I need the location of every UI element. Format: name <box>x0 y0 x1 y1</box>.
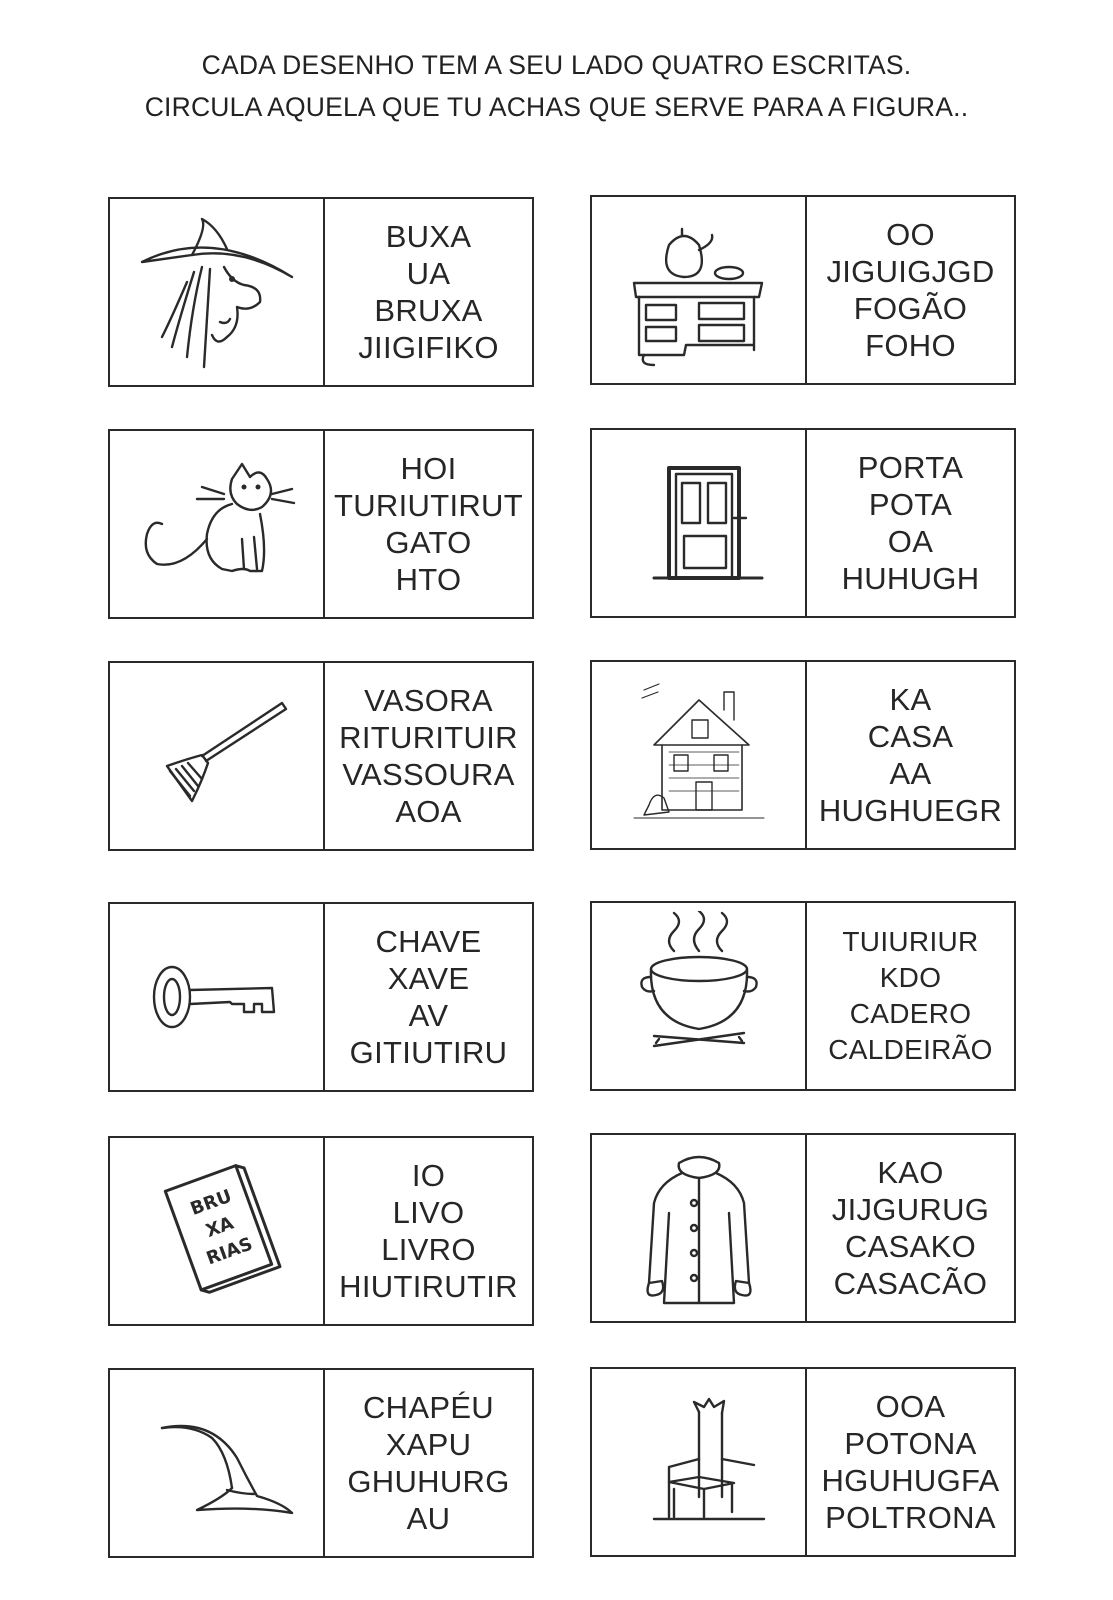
word-options <box>807 903 1014 1089</box>
word-option[interactable]: KDO <box>879 962 942 993</box>
word-option[interactable]: XAVE <box>387 961 470 996</box>
instructions <box>0 44 1113 128</box>
card-broom <box>108 661 534 851</box>
witch-picture <box>110 199 325 385</box>
word-option[interactable]: KA <box>889 682 932 717</box>
word-option[interactable]: KAO <box>877 1155 944 1190</box>
word-option[interactable]: OA <box>887 524 934 559</box>
word-option[interactable]: PORTA <box>857 450 964 485</box>
card-cat <box>108 429 534 619</box>
word-option[interactable]: AU <box>406 1501 451 1536</box>
word-options <box>325 431 532 617</box>
word-option[interactable]: JIIGIFIKO <box>358 330 499 365</box>
word-option[interactable]: CADERO <box>849 998 972 1029</box>
book-icon <box>132 1146 302 1316</box>
word-option[interactable]: CASA <box>867 719 954 754</box>
word-option[interactable]: IO <box>411 1158 446 1193</box>
word-options <box>325 199 532 385</box>
word-option[interactable]: AOA <box>395 794 462 829</box>
house-icon <box>614 670 784 840</box>
broom-icon <box>132 671 302 841</box>
card-stove <box>590 195 1016 385</box>
witch-icon <box>132 207 302 377</box>
word-options <box>807 1369 1014 1555</box>
word-option[interactable]: CHAVE <box>375 924 482 959</box>
armchair-icon <box>614 1377 784 1547</box>
cat-icon <box>132 439 302 609</box>
word-option[interactable]: JIJGURUG <box>831 1192 990 1227</box>
key-icon <box>132 912 302 1082</box>
word-option[interactable]: FOGÃO <box>853 291 968 326</box>
word-option[interactable]: CHAPÉU <box>363 1390 494 1425</box>
word-options <box>807 430 1014 616</box>
card-coat <box>590 1133 1016 1323</box>
door-icon <box>614 438 784 608</box>
word-option[interactable]: GITIUTIRU <box>349 1035 508 1070</box>
word-option[interactable]: POTA <box>868 487 953 522</box>
book-title-line-3: RIAS <box>203 1233 255 1270</box>
word-option[interactable]: OO <box>886 217 935 252</box>
word-option[interactable]: CALDEIRÃO <box>828 1034 993 1065</box>
word-option[interactable]: XAPU <box>385 1427 472 1462</box>
hat-icon <box>132 1378 302 1548</box>
stove-icon <box>614 205 784 375</box>
instruction-line-1: CADA DESENHO TEM A SEU LADO QUATRO ESCRITAS. <box>201 50 912 80</box>
cauldron-picture <box>592 903 807 1089</box>
hat-picture <box>110 1370 325 1556</box>
card-house <box>590 660 1016 850</box>
card-armchair <box>590 1367 1016 1557</box>
word-option[interactable]: OOA <box>875 1389 946 1424</box>
word-option[interactable]: BRUXA <box>374 293 483 328</box>
coat-picture <box>592 1135 807 1321</box>
word-options <box>325 1370 532 1556</box>
word-option[interactable]: UA <box>406 256 451 291</box>
word-option[interactable]: HOI <box>400 451 457 486</box>
card-hat <box>108 1368 534 1558</box>
card-book <box>108 1136 534 1326</box>
key-picture <box>110 904 325 1090</box>
armchair-picture <box>592 1369 807 1555</box>
word-option[interactable]: HIUTIRUTIR <box>339 1269 518 1304</box>
word-options <box>325 663 532 849</box>
word-option[interactable]: HUGHUEGR <box>818 793 1003 828</box>
word-option[interactable]: VASSOURA <box>342 757 515 792</box>
word-option[interactable]: GATO <box>385 525 472 560</box>
word-option[interactable]: CASAKO <box>844 1229 976 1264</box>
word-option[interactable]: POLTRONA <box>825 1500 996 1535</box>
word-option[interactable]: AV <box>408 998 449 1033</box>
word-option[interactable]: TURIUTIRUT <box>334 488 523 523</box>
coat-icon <box>614 1143 784 1313</box>
word-options <box>325 1138 532 1324</box>
word-option[interactable]: BUXA <box>385 219 472 254</box>
word-option[interactable]: AA <box>889 756 932 791</box>
word-option[interactable]: CASACÃO <box>833 1266 988 1301</box>
book-title-line-1: BRU <box>187 1185 235 1220</box>
word-option[interactable]: TUIURIUR <box>842 926 979 957</box>
door-picture <box>592 430 807 616</box>
instruction-line-2: CIRCULA AQUELA QUE TU ACHAS QUE SERVE PARA A FIGURA.. <box>144 92 969 122</box>
word-option[interactable]: VASORA <box>364 683 493 718</box>
word-option[interactable]: HTO <box>395 562 462 597</box>
word-option[interactable]: HUHUGH <box>841 561 980 596</box>
cat-picture <box>110 431 325 617</box>
word-options <box>807 1135 1014 1321</box>
house-picture <box>592 662 807 848</box>
word-option[interactable]: JIGUIGJGD <box>826 254 995 289</box>
word-option[interactable]: FOHO <box>865 328 956 363</box>
stove-picture <box>592 197 807 383</box>
card-door <box>590 428 1016 618</box>
word-option[interactable]: RITURITUIR <box>339 720 518 755</box>
cauldron-icon <box>614 911 784 1081</box>
card-key <box>108 902 534 1092</box>
word-option[interactable]: GHUHURG <box>347 1464 510 1499</box>
book-picture <box>110 1138 325 1324</box>
word-option[interactable]: LIVO <box>392 1195 465 1230</box>
word-option[interactable]: HGUHUGFA <box>821 1463 1000 1498</box>
card-cauldron <box>590 901 1016 1091</box>
broom-picture <box>110 663 325 849</box>
word-option[interactable]: LIVRO <box>381 1232 476 1267</box>
word-options <box>325 904 532 1090</box>
card-witch <box>108 197 534 387</box>
book-title-line-2: XA <box>202 1212 236 1242</box>
word-options <box>807 197 1014 383</box>
word-options <box>807 662 1014 848</box>
word-option[interactable]: POTONA <box>844 1426 977 1461</box>
